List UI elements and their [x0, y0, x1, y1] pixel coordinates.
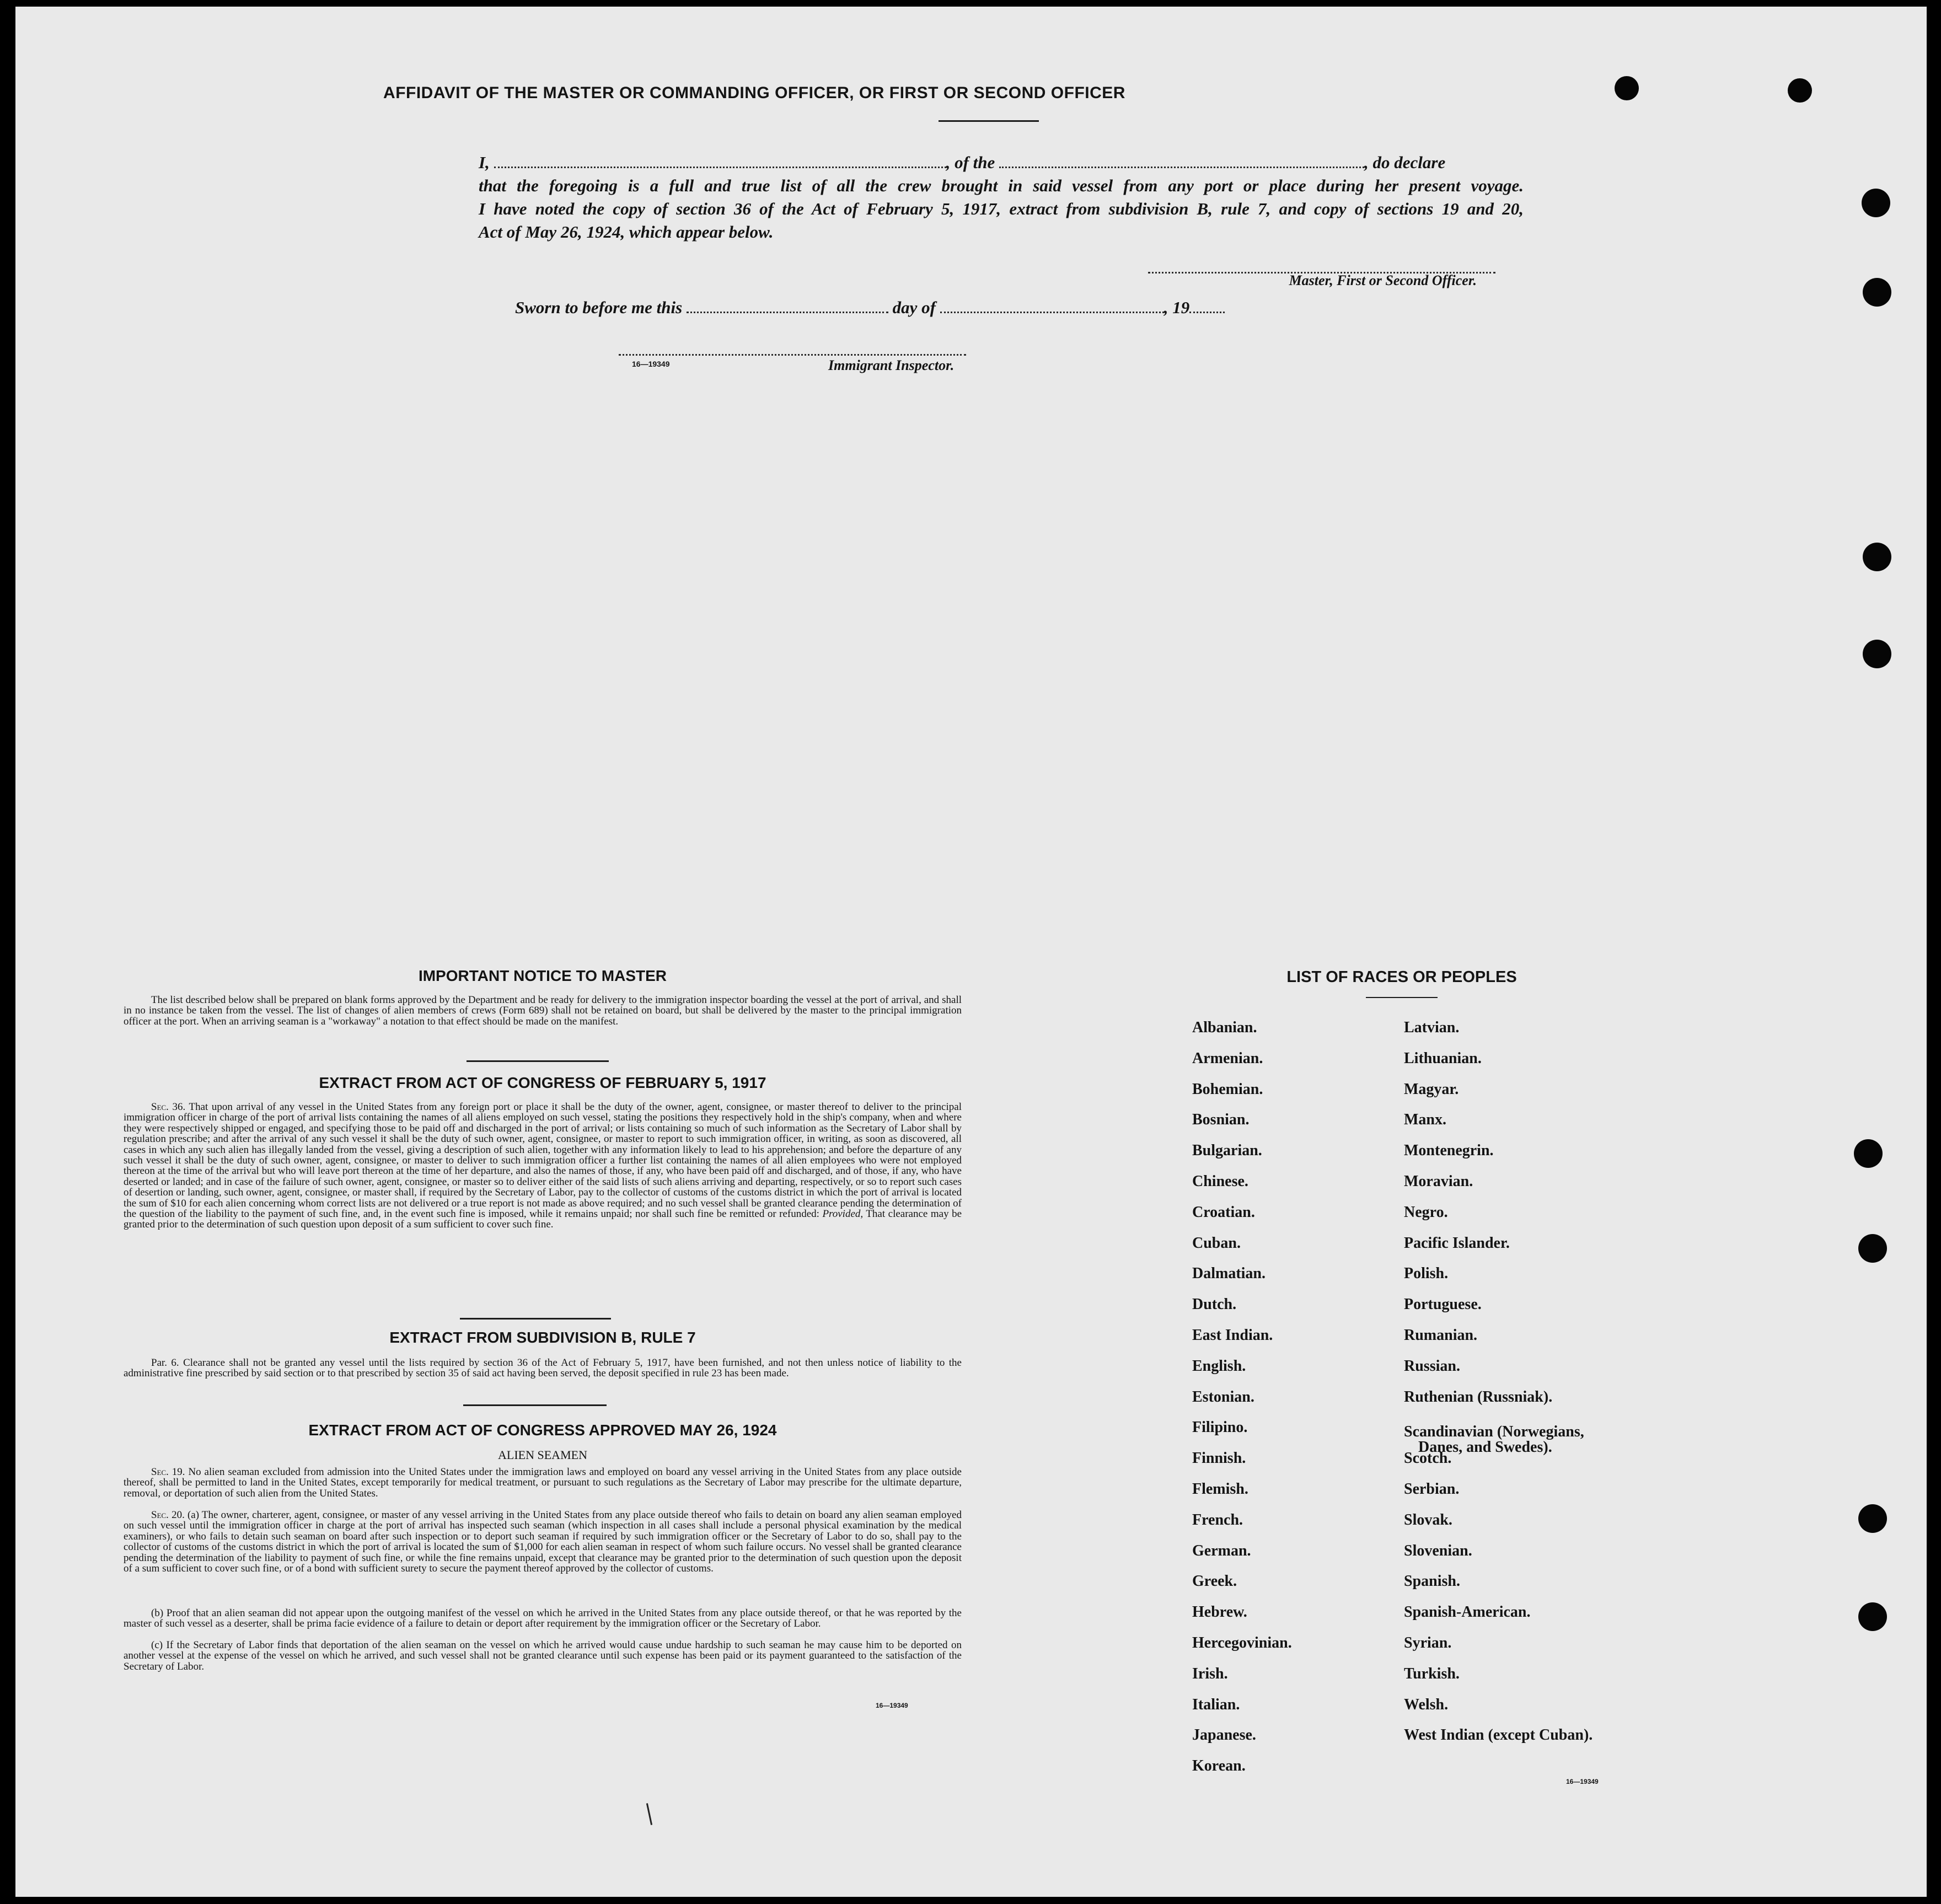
race-right-item: Rumanian.	[1404, 1327, 1478, 1344]
race-right-item: Danes, and Swedes).	[1418, 1439, 1552, 1456]
affidavit-form-number: 16—19349	[632, 360, 670, 368]
sworn-year-field[interactable]	[1189, 300, 1225, 313]
affidavit-line-4: Act of May 26, 1924, which appear below.	[479, 222, 774, 242]
document-page	[15, 7, 1927, 1897]
race-right-item: Spanish-American.	[1404, 1603, 1531, 1621]
punch-hole-top-left	[1615, 76, 1639, 100]
race-left-item: Chinese.	[1192, 1173, 1248, 1190]
extract-1917-proviso: That clearance may be granted prior to the determination of such question upon deposit of a sum sufficient to cover such fine.	[124, 1208, 962, 1231]
extract-rule7-title: EXTRACT FROM SUBDIVISION B, RULE 7	[389, 1329, 696, 1346]
extract-1917-rule	[460, 1318, 611, 1320]
race-right-item: Portuguese.	[1404, 1296, 1482, 1313]
notice-title: IMPORTANT NOTICE TO MASTER	[418, 967, 667, 984]
punch-hole-top-right	[1788, 78, 1812, 103]
race-right-item: Negro.	[1404, 1203, 1448, 1221]
race-right-item: Spanish.	[1404, 1573, 1460, 1590]
master-name-field[interactable]	[494, 155, 946, 168]
race-left-item: Greek.	[1192, 1573, 1237, 1590]
punch-hole-3	[1863, 543, 1891, 571]
race-left-item: Irish.	[1192, 1665, 1228, 1682]
race-left-item: Japanese.	[1192, 1726, 1256, 1744]
race-left-item: Dalmatian.	[1192, 1265, 1266, 1283]
extract-1917-body: That upon arrival of any vessel in the United States from any foreign port or place it shall be the duty of the owner, agent, consignee, or master thereof to deliver to the principal immigration officer in charge of the port of arrival lists containing the names of all aliens employed on such vessel, stating the positions they respectively hold in the ship's company, when and where they were respectively shipped or engaged, and specifying those to be paid off and discharged in the port of arrival; or lists containing so much of such information as the Secretary of Labor shall by regulation prescribe; and after the arrival of any such vessel it shall be the duty of such owner, agent, consignee, or master to report to such immigration officer, in writing, as soon as discovered, all cases in which any such alien has illegally landed from the vessel, giving a description of such alien, together with any information likely to lead to his apprehension; and before the departure of any such vessel it shall be the duty of such owner, agent, consignee, or master to deliver to such immigration officer a further list containing the names of all alien employees who were not employed thereon at the time of the arrival but who will leave port thereon at the time of her departure, and also the names of those, if any, who have been paid off and discharged, and of those, if any, who have deserted or landed; and in case of the failure of such owner, agent, consignee, or master so to deliver either of the said lists of such aliens arriving and departing, respectively, or so to report such cases of desertion or landing, such owner, agent, consignee, or master shall, if required by the Secretary of Labor, pay to the collector of customs of the customs district in which the port of arrival is located the sum of $10 for each alien concerning whom correct lists are not delivered or a true report is not made as above required; and no such vessel shall be granted clearance pending the determination of the question of the liability to the payment of such fine, and, in the event such fine is imposed, while it remains unpaid; nor shall such fine be remitted or refunded:	[124, 1101, 962, 1220]
scan-mark-bottom	[646, 1803, 652, 1825]
race-right-item: Slovenian.	[1404, 1542, 1472, 1559]
race-right-item: Manx.	[1404, 1111, 1446, 1129]
punch-hole-1	[1862, 189, 1890, 217]
extract-1924-sec19	[124, 1467, 962, 1499]
vessel-name-field[interactable]	[999, 155, 1364, 168]
race-left-item: Finnish.	[1192, 1450, 1246, 1467]
master-signature-label: Master, First or Second Officer.	[1289, 272, 1477, 288]
race-left-item: Armenian.	[1192, 1049, 1263, 1067]
affidavit-line-2: that the foregoing is a full and true list of all the crew brought in said vessel from any port or place during her present voyage.	[479, 176, 1524, 195]
race-left-item: Cuban.	[1192, 1234, 1241, 1252]
race-left-item: Hercegovinian.	[1192, 1634, 1292, 1651]
extract-1924-sec20c: (c) If the Secretary of Labor finds that deportation of the alien seaman on the vessel on which he arrived would cause undue hardship to such seaman he may cause him to be deported on another vessel at the expense of the vessel on which he arrived, and such vessel shall not be granted clearance until such expense has been paid or its payment guaranteed to the satisfaction of the Secretary of Labor.	[124, 1639, 962, 1672]
race-left-item: Croatian.	[1192, 1203, 1255, 1221]
race-left-item: Italian.	[1192, 1696, 1240, 1713]
punch-hole-6	[1858, 1234, 1887, 1263]
sworn-month-field[interactable]	[940, 300, 1164, 313]
race-right-item: Magyar.	[1404, 1080, 1459, 1098]
sec19-body: No alien seaman excluded from admission into the United States under the immigration laws and employed on board any vessel arriving in the United States from any place outside thereof, shall be permitted to land in the United States, except temporarily for medical treatment, or pursuant to such regulations as the Secretary of Labor may prescribe for the ultimate departure, removal, or deportation of such alien from the United States.	[124, 1466, 962, 1499]
race-right-item: Montenegrin.	[1404, 1142, 1494, 1160]
race-right-item: Moravian.	[1404, 1173, 1473, 1190]
extract-1917-sec-label: Sec. 36.	[151, 1101, 186, 1113]
race-right-item: Serbian.	[1404, 1481, 1460, 1498]
sworn-date-field[interactable]	[687, 300, 888, 313]
race-left-item: French.	[1192, 1511, 1243, 1528]
sworn-line	[515, 298, 1225, 318]
race-left-item: Bulgarian.	[1192, 1142, 1262, 1160]
extract-form-number: 16—19349	[876, 1702, 908, 1709]
extract-1924-title: EXTRACT FROM ACT OF CONGRESS APPROVED MAY 26, 1924	[308, 1422, 777, 1439]
race-right-item: Scotch.	[1404, 1450, 1452, 1467]
sworn-year-prefix: , 19	[1163, 298, 1190, 317]
extract-rule7-text: Par. 6. Clearance shall not be granted any vessel until the lists required by section 36 of the Act of February 5, 1917, have been furnished, and not then unless notice of liability to the administrative fine prescribed by said section or to that prescribed by section 35 of said act having been served, the deposit specified in rule 23 has been made.	[124, 1357, 962, 1380]
affidavit-body	[479, 151, 1524, 244]
inspector-signature-label: Immigrant Inspector.	[828, 357, 955, 373]
race-left-item: English.	[1192, 1357, 1246, 1375]
race-left-item: German.	[1192, 1542, 1251, 1559]
race-left-item: Dutch.	[1192, 1296, 1237, 1313]
punch-hole-2	[1863, 278, 1891, 307]
race-left-item: East Indian.	[1192, 1327, 1273, 1344]
affidavit-line-1	[479, 151, 1524, 174]
sworn-day-of: day of	[892, 298, 936, 317]
sworn-prefix: Sworn to before me this	[515, 298, 683, 317]
extract-1924-sec20b: (b) Proof that an alien seaman did not appear upon the outgoing manifest of the vessel on which he arrived in the United States from any place outside thereof, or that he was reported by the master of such vessel as a deserter, shall be prima facie evidence of a failure to detain or deport after requirement by the immigration officer or the Secretary of Labor.	[124, 1607, 962, 1630]
punch-hole-5	[1854, 1139, 1883, 1168]
notice-text: The list described below shall be prepared on blank forms approved by the Department and be ready for delivery to the immigration inspector boarding the vessel at the port of arrival, and shall in no instance be taken from the vessel. The list of changes of alien members of crews (Form 689) shall not be retained on board, but shall be delivered by the master to the principal immigration officer at the port. When an arriving seaman is a "workaway" a notation to that effect should be made on the manifest.	[124, 994, 962, 1027]
extract-rule7-rule	[463, 1404, 607, 1406]
race-right-item: Russian.	[1404, 1357, 1460, 1375]
races-title: LIST OF RACES OR PEOPLES	[1286, 968, 1517, 986]
race-right-item: Scandinavian (Norwegians,	[1404, 1423, 1584, 1441]
alien-seamen-subtitle: ALIEN SEAMEN	[498, 1448, 587, 1462]
extract-1917-text	[124, 1102, 962, 1230]
race-left-item: Korean.	[1192, 1757, 1246, 1775]
punch-hole-7	[1858, 1504, 1887, 1533]
race-right-item: Polish.	[1404, 1265, 1449, 1283]
race-left-item: Filipino.	[1192, 1419, 1248, 1436]
race-right-item: Slovak.	[1404, 1511, 1452, 1528]
race-left-item: Hebrew.	[1192, 1603, 1247, 1621]
races-form-number: 16—19349	[1566, 1778, 1599, 1785]
affidavit-word-i: I,	[479, 153, 490, 172]
race-right-item: West Indian (except Cuban).	[1404, 1726, 1593, 1744]
race-left-item: Estonian.	[1192, 1388, 1254, 1406]
race-left-item: Bosnian.	[1192, 1111, 1250, 1129]
notice-rule	[467, 1060, 609, 1062]
affidavit-title: AFFIDAVIT OF THE MASTER OR COMMANDING OFFICER, OR FIRST OR SECOND OFFICER	[383, 84, 1125, 102]
sec19-label: Sec. 19.	[151, 1466, 185, 1478]
punch-hole-8	[1858, 1602, 1887, 1631]
affidavit-title-rule	[939, 120, 1039, 122]
sec20-label: Sec. 20.	[151, 1509, 185, 1521]
race-right-item: Latvian.	[1404, 1019, 1460, 1036]
extract-1917-proviso-word: Provided,	[822, 1208, 864, 1220]
race-left-item: Bohemian.	[1192, 1080, 1263, 1098]
race-right-item: Pacific Islander.	[1404, 1234, 1510, 1252]
extract-1924-sec20a	[124, 1510, 962, 1574]
race-right-item: Lithuanian.	[1404, 1049, 1482, 1067]
races-title-rule	[1366, 997, 1438, 998]
race-right-item: Welsh.	[1404, 1696, 1449, 1713]
race-left-item: Flemish.	[1192, 1481, 1248, 1498]
affidavit-word-of-the: , of the	[946, 153, 995, 172]
race-right-item: Syrian.	[1404, 1634, 1452, 1651]
race-right-item: Ruthenian (Russniak).	[1404, 1388, 1553, 1406]
punch-hole-4	[1863, 640, 1891, 668]
race-left-item: Albanian.	[1192, 1019, 1257, 1036]
inspector-signature-line[interactable]	[619, 353, 966, 356]
race-right-item: Turkish.	[1404, 1665, 1460, 1682]
affidavit-line-3: I have noted the copy of section 36 of the Act of February 5, 1917, extract from subdivision B, rule 7, and copy of sections 19 and 20,	[479, 199, 1524, 218]
extract-1917-title: EXTRACT FROM ACT OF CONGRESS OF FEBRUARY 5, 1917	[319, 1074, 766, 1091]
sec20a-body: (a) The owner, charterer, agent, consignee, or master of any vessel arriving in the United States from any place outside thereof who fails to detain on board any alien seaman employed on such vessel until the immigration officer in charge at the port of arrival has inspected such seaman (which inspection in all cases shall include a personal physical examination by the medical examiners), or who fails to detain such seaman on board after such inspection or to deport such seaman if required by such immigration officer or the Secretary of Labor to do so, shall pay to the collector of customs of the customs district in which the port of arrival is located the sum of $1,000 for each alien seaman in respect of whom such failure occurs. No vessel shall be granted clearance pending the determination of the liability to payment of such fine, or while the fine remains unpaid, except that clearance may be granted prior to the determination of such question upon the deposit of a sum sufficient to cover such fine, or of a bond with sufficient surety to secure the payment thereof approved by the collector of customs.	[124, 1509, 962, 1575]
affidavit-word-do-declare: , do declare	[1364, 153, 1446, 172]
